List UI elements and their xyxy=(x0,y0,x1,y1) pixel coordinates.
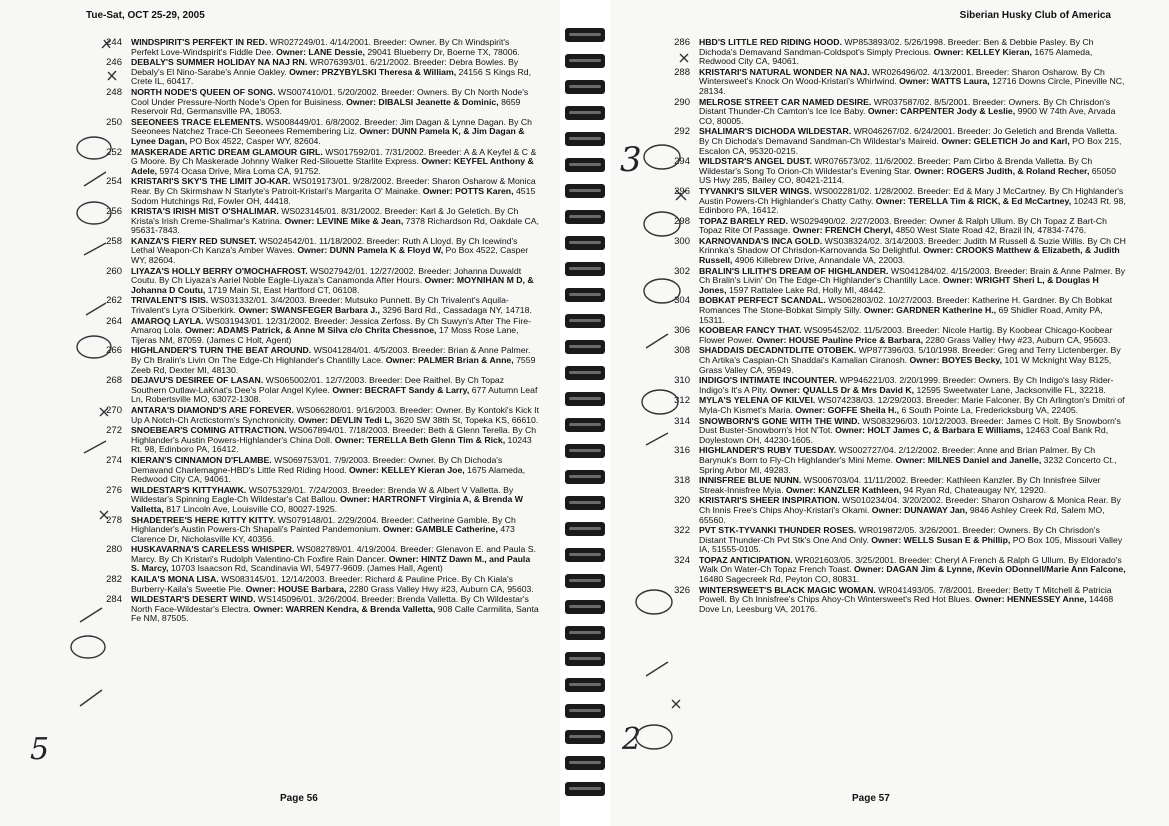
entry-details: WS029490/02. 2/27/2003. Breeder: Owner & Ralph Ullum. By Ch Topaz Z Bart-Ch Topaz Rite Of Passage. xyxy=(699,215,1108,236)
entry-number: 290 xyxy=(674,96,690,108)
dog-name: TOPAZ BARELY RED. xyxy=(699,215,788,226)
owner-address: 65050 US Hwy 285, Bailey CO, 80421-2114. xyxy=(699,165,1116,186)
owner-name: Owner: HOUSE Barbara, xyxy=(245,583,347,594)
catalog-entry xyxy=(650,296,1128,325)
catalog-entry xyxy=(82,516,539,545)
binding-coil xyxy=(565,678,605,692)
binding-coil xyxy=(565,366,605,380)
binding-coil xyxy=(565,782,605,796)
binding-coil xyxy=(565,626,605,640)
catalog-entry xyxy=(650,157,1128,186)
dog-name: SHALIMAR'S DICHODA WILDESTAR. xyxy=(699,126,852,137)
owner-name: Owner: LANE Dessie, xyxy=(276,46,365,57)
owner-address: 1597 Rattalee Lake Rd, Holly MI, 48442. xyxy=(728,284,886,295)
dog-name: KRISTARI'S SHEER INSPIRATION. xyxy=(699,495,840,506)
owner-address: 101 W Mcknight Way B125, Grass Valley CA, 95949. xyxy=(699,355,1112,375)
binding-coil xyxy=(565,106,605,120)
binding-coil xyxy=(565,418,605,432)
owner-address: 677 Autumn Leaf Ln, Robertsville MO, 63072-1308. xyxy=(131,384,538,405)
owner-address: 1675 Alameda, Redwood City CA, 94061. xyxy=(131,464,526,485)
entry-details: WR019872/05. 3/26/2001. Breeder: Owners. By Ch Chrisdon's Distant Thunder-Ch Pvt Stk's One And Only. xyxy=(699,525,1100,545)
entry-details: WS017592/01. 7/31/2002. Breeder: A & A Keyfel & C & G Moore. By Ch Maskerade Johnny Walker Red-Silouette Starlite Express. xyxy=(131,146,537,167)
dog-name: SEEONEES TRACE ELEMENTS. xyxy=(131,116,264,127)
owner-name: Owner: KELLEY Kieran Joe, xyxy=(349,464,465,475)
owner-address: 94 Ryan Rd, Chateaugay NY, 12920. xyxy=(903,484,1047,495)
owner-address: 6 South Pointe La, Fredericksburg VA, 22405. xyxy=(901,404,1079,415)
owner-name: Owner: DAGAN Jim & Lynne, /Kevin ODonnell/Marie Ann Falcone, xyxy=(854,564,1126,575)
catalog-entry xyxy=(82,177,539,206)
entry-details: WS082789/01. 4/19/2004. Breeder: Glenavon E. and Paula S. Marcy. By Ch Kristari's Rudolph Valentino-Ch Foxfire Rain Dancer. xyxy=(131,544,536,564)
entry-number: 296 xyxy=(674,185,690,197)
entry-number: 270 xyxy=(106,404,122,416)
owner-name: Owner: HARTRONFT Virginia A, & Brenda W Valletta, xyxy=(131,494,523,514)
owner-address: 9900 W 74th Ave, Arvada CO, 80005. xyxy=(699,106,1116,126)
owner-name: Owner: QUALLS Dr & Mrs David K, xyxy=(770,384,915,395)
entry-details: WP877396/03. 5/10/1998. Breeder: Greg and Terry Lictenberger. By Ch Artika's Caspian-Ch Shaddai's Kamalian Ciranosh. xyxy=(699,345,1121,365)
entry-number: 278 xyxy=(106,514,122,526)
dog-name: BOBKAT PERFECT SCANDAL. xyxy=(699,295,826,306)
owner-address: 4906 Killebrew Drive, Annandale VA, 22003. xyxy=(734,255,906,266)
owner-name: Owner: BECRAFT Sandy & Larry, xyxy=(332,384,470,395)
owner-name: Owner: GARDNER Katherine H., xyxy=(863,305,997,316)
owner-address: 12463 Coal Bank Rd, Doylestown OH, 44230-1605. xyxy=(699,425,1109,445)
handwritten-digit: 2 xyxy=(622,722,642,757)
binding-coil xyxy=(565,652,605,666)
owner-address: 29041 Blueberry Dr, Boerne TX, 78006. xyxy=(367,46,520,57)
binding-coil xyxy=(565,522,605,536)
owner-name: Owner: WARREN Kendra, & Brenda Valletta, xyxy=(253,603,436,614)
owner-address: 16480 Sagecreek Rd, Peyton CO, 80831. xyxy=(699,574,860,585)
entry-number: 250 xyxy=(106,116,122,128)
owner-address: PO Box 105, Missouri Valley IA, 51555-0105. xyxy=(699,534,1123,555)
entry-details: WS062803/02. 10/27/2003. Breeder: Katherine H. Gardner. By Ch Bobkat Romances The Stone-Bobkat Simply Silly. xyxy=(699,295,1113,316)
dog-name: LIYAZA'S HOLLY BERRY O'MOCHAFROST. xyxy=(131,265,308,276)
catalog-entry xyxy=(82,575,539,594)
dog-name: WINTERSWEET'S BLACK MAGIC WOMAN. xyxy=(699,584,876,595)
owner-name: Owner: GELETICH Jo and Karl, xyxy=(941,135,1070,146)
catalog-entry xyxy=(82,267,539,296)
owner-address: 10243 Rt. 98, Edinboro PA, 16412. xyxy=(699,195,1126,216)
owner-address: 3620 SW 38th St, Topeka KS, 66610. xyxy=(394,414,539,425)
entry-details: WS079148/01. 2/29/2004. Breeder: Catherine Gamble. By Ch Highlander's Austin Powers-Ch Shapali's Painted Pandemonium. xyxy=(131,514,516,535)
binding-coil xyxy=(565,314,605,328)
entry-number: 282 xyxy=(106,574,122,586)
catalog-entry xyxy=(650,267,1128,296)
entry-number: 326 xyxy=(674,584,690,596)
entry-details: WS024542/01. 11/18/2002. Breeder: Ruth A Lloyd. By Ch Icewind's Lethal Weapon-Ch Kanza's Amber Waves. xyxy=(131,235,518,256)
catalog-entry xyxy=(650,98,1128,127)
dog-name: KIERAN'S CINNAMON D'FLAMBE. xyxy=(131,454,272,465)
catalog-entry xyxy=(82,38,539,57)
owner-name: Owner: HINTZ Dawn M., and Paula S. Marcy, xyxy=(131,553,531,574)
catalog-entry xyxy=(650,496,1128,525)
catalog-entry xyxy=(650,346,1128,375)
owner-address: 1719 Main St, East Hartford CT, 06108. xyxy=(207,284,360,295)
catalog-entry xyxy=(82,456,539,485)
owner-address: 69 Shidler Road, Amity PA, 15311. xyxy=(699,305,1103,325)
entry-number: 314 xyxy=(674,415,690,427)
dog-name: SNOWBORN'S GONE WITH THE WIND. xyxy=(699,415,860,426)
dog-name: WILDESTAR'S KITTYHAWK. xyxy=(131,484,247,495)
catalog-entry xyxy=(82,296,539,315)
catalog-entry xyxy=(650,396,1128,415)
owner-name: Owner: ROGERS Judith, & Roland Recher, xyxy=(914,165,1090,176)
owner-name: Owner: MILNES Daniel and Janelle, xyxy=(895,454,1042,465)
spiral-binding xyxy=(560,0,610,826)
entry-number: 246 xyxy=(106,57,122,69)
catalog-entry xyxy=(82,545,539,574)
entry-details: WS027942/01. 12/27/2002. Breeder: Johanna Duwaldt Coutu. By Ch Liyaza's Aariel Noble Eagle-Liyaza's Canamonda After Hours. xyxy=(131,265,522,286)
dog-name: TOPAZ ANTICIPATION. xyxy=(699,554,793,565)
dog-name: TYVANKI'S SILVER WINGS. xyxy=(699,185,812,196)
entry-details: WS007410/01. 5/20/2002. Breeder: Owners. By Ch North Node's Cool Under Pressure-North Node's Open for Buisiness. xyxy=(131,86,529,107)
entry-number: 302 xyxy=(674,265,690,277)
entry-details: WS031943/01. 12/31/2002. Breeder: Jessica Zerfoss. By Ch Suwyn's After The Fire-Amaroq Lola. xyxy=(131,315,532,336)
catalog-entry xyxy=(82,207,539,236)
entry-details: WP853893/02. 5/26/1998. Breeder: Ben & Debbie Pasley. By Ch Dichoda's Demavand Sandman-Coldspot's Simply Precious. xyxy=(699,37,1094,57)
page-number: Page 57 xyxy=(852,793,890,804)
owner-address: 14468 Dove Ln, Leesburg VA, 20176. xyxy=(699,594,1114,614)
owner-name: Owner: WELLS Susan E & Phillip, xyxy=(871,534,1011,545)
dog-name: BRALIN'S LILITH'S DREAM OF HIGHLANDER. xyxy=(699,265,889,276)
catalog-entry xyxy=(82,376,539,405)
dog-name: WILDSTAR'S ANGEL DUST. xyxy=(699,156,812,167)
catalog-entry xyxy=(82,237,539,266)
catalog-entry xyxy=(650,68,1128,97)
binding-coil xyxy=(565,54,605,68)
entry-number: 256 xyxy=(106,206,122,218)
entry-details: WS002727/04. 2/12/2002. Breeder: Anne and Brian Palmer. By Ch Barynuk's Born to Fly-Ch Highlander's Mini Meme. xyxy=(699,445,1096,465)
catalog-entry xyxy=(650,586,1128,615)
owner-address: 2280 Grass Valley Hwy #23, Auburn CA, 95603. xyxy=(348,583,534,594)
dog-name: HIGHLANDER'S RUBY TUESDAY. xyxy=(699,445,837,456)
owner-name: Owner: HENNESSEY Anne, xyxy=(974,594,1087,605)
entry-details: WR041493/05. 7/8/2001. Breeder: Betty T Mitchell & Patricia Powell. By Ch Innisfree's Chips Ahoy-Ch Wintersweet's Red Hot Blues. xyxy=(699,584,1112,605)
dog-name: SNOEBEAR'S COMING ATTRACTION. xyxy=(131,425,287,436)
catalog-entry xyxy=(650,38,1128,67)
binding-coil xyxy=(565,574,605,588)
page-header-date: Tue-Sat, OCT 25-29, 2005 xyxy=(86,10,205,21)
entry-details: WS083296/03. 10/12/2003. Breeder: James C Holt. By Snowborn's Dust Buster-Snowborn's Hot N'Tot. xyxy=(699,415,1121,436)
entry-details: WS074238/03. 12/29/2003. Breeder: Marie Falconer. By Ch Arlington's Dmitri of Myla-Ch Kismet's Maria. xyxy=(699,395,1125,415)
entry-number: 280 xyxy=(106,544,122,556)
entry-details: WS041284/02. 4/15/2003. Breeder: Brain & Anne Palmer. By Ch Bralin's Livin' On The Edge-Ch Highlander's Chantilly Lace. xyxy=(699,265,1126,286)
dog-name: WILDESTAR'S DESERT WIND. xyxy=(131,594,256,605)
dog-name: KRISTARI'S NATURAL WONDER NA NAJ. xyxy=(699,66,870,77)
binding-coil xyxy=(565,158,605,172)
binding-coil xyxy=(565,730,605,744)
entry-number: 272 xyxy=(106,425,122,437)
owner-name: Owner: DEVLIN Tedi L, xyxy=(298,414,393,425)
entry-details: WP946221/03. 2/20/1999. Breeder: Owners. By Ch Indigo's Iasy Rider-Indigo's It's A Pity. xyxy=(699,375,1114,395)
owner-name: Owner: GOFFE Sheila H., xyxy=(795,404,900,415)
owner-name: Owner: MOYNIHAN M D, & Johanna D Coutu, xyxy=(131,275,534,295)
dog-name: MELROSE STREET CAR NAMED DESIRE. xyxy=(699,96,872,107)
dog-name: ANTARA'S DIAMOND'S ARE FOREVER. xyxy=(131,404,294,415)
entry-details: WS083145/01. 12/14/2003. Breeder: Richard & Pauline Price. By Ch Kiala's Burberry-Kaila's Sweetie Pie. xyxy=(131,574,513,594)
entry-number: 274 xyxy=(106,454,122,466)
catalog-entry xyxy=(82,346,539,375)
entry-details: WS038324/02. 3/14/2003. Breeder: Judith M Russell & Suzie Willis. By Ch CH Krinnka's Shadow Of Chrisdon-Karnovanda So Delightful. xyxy=(699,235,1126,256)
entry-number: 262 xyxy=(106,295,122,307)
entry-number: 258 xyxy=(106,235,122,247)
entry-details: WS008449/01. 6/8/2002. Breeder: Jim Dagan & Lynne Dagan. By Ch Seeonees Natchez Trace-Ch Seeonees Remembering Liz. xyxy=(131,116,532,137)
entry-list xyxy=(82,38,539,625)
owner-name: Owner: FRENCH Cheryl, xyxy=(792,225,894,236)
catalog-entry xyxy=(650,376,1128,395)
binding-coil xyxy=(565,756,605,770)
catalog-entry xyxy=(650,476,1128,495)
binding-coil xyxy=(565,210,605,224)
binding-coil xyxy=(565,262,605,276)
owner-address: 908 Calle Carmilita, Santa Fe NM, 87505. xyxy=(131,603,539,624)
owner-address: 24156 S Kings Rd, Crete IL, 60417. xyxy=(131,66,531,87)
entry-number: 284 xyxy=(106,594,122,606)
owner-name: Owner: CROOKS Matthew & Elizabeth, & Judith Russell, xyxy=(699,245,1120,266)
entry-details: WS041284/01. 4/5/2003. Breeder: Brian & Anne Palmer. By Ch Bralin's Livin On The Edge-Ch Highlander's Chantilly Lace. xyxy=(131,345,531,365)
entry-number: 308 xyxy=(674,345,690,357)
entry-details: WR046267/02. 6/24/2001. Breeder: Jo Geletich and Brenda Valletta. By Ch Dichoda's Demavand Sandman-Ch Wildestar's Maireid. xyxy=(699,126,1118,146)
dog-name: DEBALY'S SUMMER HOLIDAY NA NAJ RN. xyxy=(131,57,308,68)
entry-number: 312 xyxy=(674,395,690,407)
entry-details: WS075329/01. 7/24/2003. Breeder: Brenda W & Albert V Valletta. By Wildestar's Spinning Eagle-Ch Wildestar's Cat Ballou. xyxy=(131,484,514,505)
entry-number: 268 xyxy=(106,375,122,387)
dog-name: HBD'S LITTLE RED RIDING HOOD. xyxy=(699,37,842,47)
catalog-entry xyxy=(82,88,539,117)
binding-coil xyxy=(565,184,605,198)
binding-coil xyxy=(565,132,605,146)
binding-coil xyxy=(565,704,605,718)
catalog-entry xyxy=(82,317,539,346)
entry-list xyxy=(650,38,1128,615)
owner-address: 7378 Richardson Rd, Oakdale CA, 95631-7843. xyxy=(131,215,539,236)
dog-name: NORTH NODE'S QUEEN OF SONG. xyxy=(131,86,276,97)
entry-number: 304 xyxy=(674,295,690,307)
owner-name: Owner: DUNN Pamela K, & Jim Dagan & Lynee Dagan, xyxy=(131,126,525,146)
owner-name: Owner: TERELLA Tim & RICK, & Ed McCartney, xyxy=(875,195,1072,206)
owner-address: 8659 Reservoir Rd, Germansville PA, 18053. xyxy=(131,96,521,117)
entry-details: WS023145/01. 8/31/2002. Breeder: Karl & Jo Geletich. By Ch Krista's Irish Creme-Shalimar's Katrina. xyxy=(131,206,519,226)
dog-name: PVT STK-TYVANKI THUNDER ROSES. xyxy=(699,525,857,536)
entry-details: WS145096/01. 3/26/2004. Breeder: Brenda Valletta. By Ch Wildestar's North Face-Wildestar's Electra. xyxy=(131,594,529,614)
owner-address: 12595 Sweetwater Lane, Jacksonville FL, 32218. xyxy=(916,384,1106,395)
entry-number: 318 xyxy=(674,475,690,487)
owner-name: Owner: ADAMS Patrick, & Anne M Silva c/o Chrita Chessnoe, xyxy=(185,325,437,336)
dog-name: INNISFREE BLUE NUNN. xyxy=(699,475,802,486)
entry-number: 298 xyxy=(674,215,690,227)
entry-number: 264 xyxy=(106,315,122,327)
dog-name: SHADETREE'S HERE KITTY KITTY. xyxy=(131,514,276,525)
owner-address: 10703 Isaacson Rd, Scandinavia WI, 54977-9609. (James Hall, Agent) xyxy=(170,563,443,574)
binding-coil xyxy=(565,548,605,562)
dog-name: KANZA'S FIERY RED SUNSET. xyxy=(131,235,257,246)
owner-address: 5974 Ocasa Drive, Mira Loma CA, 91752. xyxy=(159,165,321,176)
catalog-entry xyxy=(650,187,1128,216)
entry-details: WR076393/01. 6/21/2002. Breeder: Debra Bowles. By Debaly's El Nino-Sarabe's Annie Oakley. xyxy=(131,57,519,77)
entry-number: 276 xyxy=(106,484,122,496)
entry-number: 316 xyxy=(674,445,690,457)
entry-details: WS006703/04. 11/11/2002. Breeder: Kathleen Kanzler. By Ch Innisfree Silver Streak-Innisfree Myia. xyxy=(699,475,1101,495)
binding-coil xyxy=(565,496,605,510)
entry-details: WR026496/02. 4/13/2001. Breeder: Sharon Osharow. By Ch Wintersweet's Knock On Wood-Kristari's Whirlwind. xyxy=(699,66,1105,87)
owner-name: Owner: DUNAWAY Jan, xyxy=(871,504,968,515)
owner-address: PO Box 215, Escalon CA, 95320-0215. xyxy=(699,135,1122,156)
entry-details: WR076573/02. 11/6/2002. Breeder: Pam Cirbo & Brenda Valletta. By Ch Wildestar's Song To Orion-Ch Wildestar's Evening Star. xyxy=(699,156,1093,176)
owner-address: 817 Lincoln Ave, Louisville CO, 80027-1925. xyxy=(166,503,338,514)
dog-name: KRISTA'S IRISH MIST O'SHALIMAR. xyxy=(131,206,279,217)
owner-address: 1675 Alameda, Redwood City CA, 94061. xyxy=(699,46,1093,67)
right-page xyxy=(610,0,1169,826)
owner-name: Owner: PALMER Brian & Anne, xyxy=(385,355,514,365)
owner-address: 4850 West State Road 42, Brazil IN, 47834-7476. xyxy=(895,225,1087,236)
catalog-entry xyxy=(82,486,539,515)
owner-address: 2280 Grass Valley Hwy #23, Auburn CA, 95603. xyxy=(925,334,1111,345)
entry-details: WR021603/05. 3/25/2001. Breeder: Cheryl A French & Ralph G Ullum. By Eldorado's Walk On Water-Ch Topaz French Toast. xyxy=(699,554,1122,575)
entry-details: WS031332/01. 3/4/2003. Breeder: Mutsuko Punnett. By Ch Trivalent's Aquila-Trivalent's Lyra O'Siberkirk. xyxy=(131,295,509,316)
binding-coil xyxy=(565,392,605,406)
dog-name: KARNOVANDA'S INCA GOLD. xyxy=(699,235,823,246)
owner-address: 17 Moss Rose Lane, Tijeras NM, 87059. (James C Holt, Agent) xyxy=(131,325,519,345)
left-page xyxy=(0,0,560,826)
binding-coil xyxy=(565,28,605,42)
owner-address: 7559 Zeeb Rd, Dexter MI, 48130. xyxy=(131,355,536,375)
owner-name: Owner: HOLT James C, & Barbara E Williams, xyxy=(835,425,1024,436)
entry-details: WS010234/04. 3/20/2002. Breeder: Sharon Osharow & Monica Rear. By Ch Innis Free's Chips Ahoy-Kristari's Okami. xyxy=(699,495,1121,515)
catalog-entry xyxy=(650,556,1128,585)
binding-coil xyxy=(565,288,605,302)
owner-name: Owner: KEYFEL Anthony & Adele, xyxy=(131,156,534,176)
catalog-entry xyxy=(650,417,1128,446)
entry-number: 294 xyxy=(674,156,690,168)
owner-address: 12716 Downs Circle, Pineville NC, 28134. xyxy=(699,76,1125,96)
catalog-entry xyxy=(650,217,1128,236)
catalog-entry xyxy=(82,426,539,455)
owner-name: Owner: WRIGHT Sheri L, & Douglas H Jones, xyxy=(699,275,1099,295)
handwritten-digit: 5 xyxy=(30,732,50,767)
dog-name: MYLA'S YELENA OF KILVEI. xyxy=(699,395,816,406)
entry-number: 324 xyxy=(674,554,690,566)
dog-name: SHADDAIS DECADNTDLITE OTOBEK. xyxy=(699,345,857,356)
handwritten-digit: 3 xyxy=(620,140,642,180)
catalog-entry xyxy=(82,118,539,147)
owner-address: 3296 Bard Rd., Cassadaga NY, 14718. xyxy=(382,305,532,316)
catalog-entry xyxy=(82,406,539,425)
page-header-club: Siberian Husky Club of America xyxy=(959,10,1111,21)
owner-name: Owner: WATTS Laura, xyxy=(899,76,990,87)
entry-details: WS019173/01. 9/28/2002. Breeder: Sharon Osharow & Monica Rear. By Ch Skirmshaw N Starlyte's Patroit-Kristari's Margarita O' Mainake. xyxy=(131,176,536,196)
dog-name: TRIVALENT'S ISIS. xyxy=(131,295,209,306)
binding-coil xyxy=(565,444,605,458)
entry-number: 320 xyxy=(674,495,690,507)
owner-address: 9846 Ashley Creek Rd, Salem MO, 65560. xyxy=(699,504,1105,525)
catalog-entry xyxy=(650,127,1128,156)
catalog-entry xyxy=(650,237,1128,266)
owner-name: Owner: POTTS Karen, xyxy=(422,185,514,196)
binding-coil xyxy=(565,80,605,94)
page-number: Page 56 xyxy=(280,793,318,804)
dog-name: KAILA'S MONA LISA. xyxy=(131,574,219,585)
owner-name: Owner: DUNN Pamela K & Floyd W, xyxy=(297,245,444,256)
dog-name: KOOBEAR FANCY THAT. xyxy=(699,325,802,336)
dog-name: KRISTARI'S SKY'S THE LIMIT JO-KAR. xyxy=(131,176,291,187)
owner-name: Owner: KANZLER Kathleen, xyxy=(785,484,902,495)
entry-number: 260 xyxy=(106,265,122,277)
owner-name: Owner: DIBALSI Jeanette & Dominic, xyxy=(346,96,499,107)
entry-number: 322 xyxy=(674,525,690,537)
catalog-entry xyxy=(82,58,539,87)
entry-details: WS069753/01. 7/9/2003. Breeder: Owner. By Ch Dichoda's Demavand Charlemagne-HBD's Little Red Riding Hood. xyxy=(131,454,503,475)
owner-name: Owner: GAMBLE Catherine, xyxy=(383,524,498,535)
owner-name: Owner: SWANSFEGER Barbara J., xyxy=(238,305,380,316)
owner-name: Owner: HOUSE Pauline Price & Barbara, xyxy=(756,334,924,345)
dog-name: AMAROQ LAYLA. xyxy=(131,315,204,326)
entry-details: WS095452/02. 11/5/2003. Breeder: Nicole Hartig. By Koobear Chicago-Koobear Flower Power. xyxy=(699,325,1113,345)
owner-address: 10243 Rt. 98, Edinboro PA, 16412. xyxy=(131,434,532,455)
dog-name: HUSKAVARNA'S CARELESS WHISPER. xyxy=(131,544,295,555)
entry-details: WS065002/01. 12/7/2003. Breeder: Dee Raithel. By Ch Topaz Southern Outlaw-LaKnat's Dee's Polar Angel Kylee. xyxy=(131,375,505,395)
dog-name: INDIGO'S INTIMATE INCOUNTER. xyxy=(699,375,838,386)
owner-name: Owner: TERELLA Beth Glenn Tim & Rick, xyxy=(334,434,506,445)
entry-number: 244 xyxy=(106,37,122,48)
owner-address: 4515 Sodom Hutchings Rd, Fowler OH, 44418. xyxy=(131,185,536,206)
entry-number: 292 xyxy=(674,126,690,138)
owner-name: Owner: LEVINE Mike & Jean, xyxy=(284,215,404,226)
binding-coil xyxy=(565,340,605,354)
binding-coil xyxy=(565,236,605,250)
catalog-entry xyxy=(650,326,1128,345)
entry-number: 248 xyxy=(106,86,122,98)
catalog-entry xyxy=(82,148,539,177)
owner-name: Owner: PRZYBYLSKI Theresa & William, xyxy=(289,66,457,77)
owner-name: Owner: BOYES Becky, xyxy=(909,355,1003,365)
owner-address: 3232 Concerto Ct., Spring Arbor MI, 49283. xyxy=(699,454,1117,475)
entry-number: 252 xyxy=(106,146,122,158)
entry-number: 266 xyxy=(106,345,122,357)
entry-details: WR027249/01. 4/14/2001. Breeder: Owner. By Ch Windspirit's Perfekt Love-Windspirit's Fiddle Dee. xyxy=(131,37,510,57)
entry-number: 288 xyxy=(674,66,690,78)
entry-number: 286 xyxy=(674,37,690,48)
owner-name: Owner: KELLEY Kieran, xyxy=(933,46,1032,57)
owner-address: 473 Clarence Dr, Nicholasville KY, 40356. xyxy=(131,524,515,544)
binding-coil xyxy=(565,470,605,484)
catalog-entry xyxy=(650,526,1128,555)
dog-name: HIGHLANDER'S TURN THE BEAT AROUND. xyxy=(131,345,312,356)
entry-number: 306 xyxy=(674,325,690,337)
dog-name: MASKERADE ARTIC DREAM GLAMOUR GIRL. xyxy=(131,146,323,157)
entry-details: WR037587/02. 8/5/2001. Breeder: Owners. By Ch Chrisdon's Distant Thunder-Ch Camton's Ice Ice Baby. xyxy=(699,96,1111,117)
owner-name: Owner: CARPENTER Jody & Leslie, xyxy=(867,106,1016,117)
binding-coil xyxy=(565,600,605,614)
entry-details: WS066280/01. 9/16/2003. Breeder: Owner. By Kontoki's Kick It Up A Notch-Ch Arcticstorm's Synchronicity. xyxy=(131,404,539,425)
entry-number: 254 xyxy=(106,176,122,188)
dog-name: WINDSPIRIT'S PERFEKT IN RED. xyxy=(131,37,268,47)
entry-number: 300 xyxy=(674,235,690,247)
owner-address: PO Box 4522, Casper WY, 82604. xyxy=(189,135,321,146)
catalog-entry xyxy=(650,446,1128,475)
entry-details: WS002281/02. 1/28/2002. Breeder: Ed & Mary J McCartney. By Ch Highlander's Austin Powers-Ch Highlander's Chatty Cathy. xyxy=(699,185,1124,206)
catalog-entry xyxy=(82,595,539,624)
entry-details: WS067894/01. 7/18/2003. Breeder: Beth & Glenn Terella. By Ch Highlander's Austin Powers-Highlander's China Doll. xyxy=(131,425,537,445)
entry-number: 310 xyxy=(674,375,690,387)
owner-address: Po Box 4522, Casper WY, 82604. xyxy=(131,245,529,266)
dog-name: DEJAVU'S DESIREE OF LASAN. xyxy=(131,375,264,386)
